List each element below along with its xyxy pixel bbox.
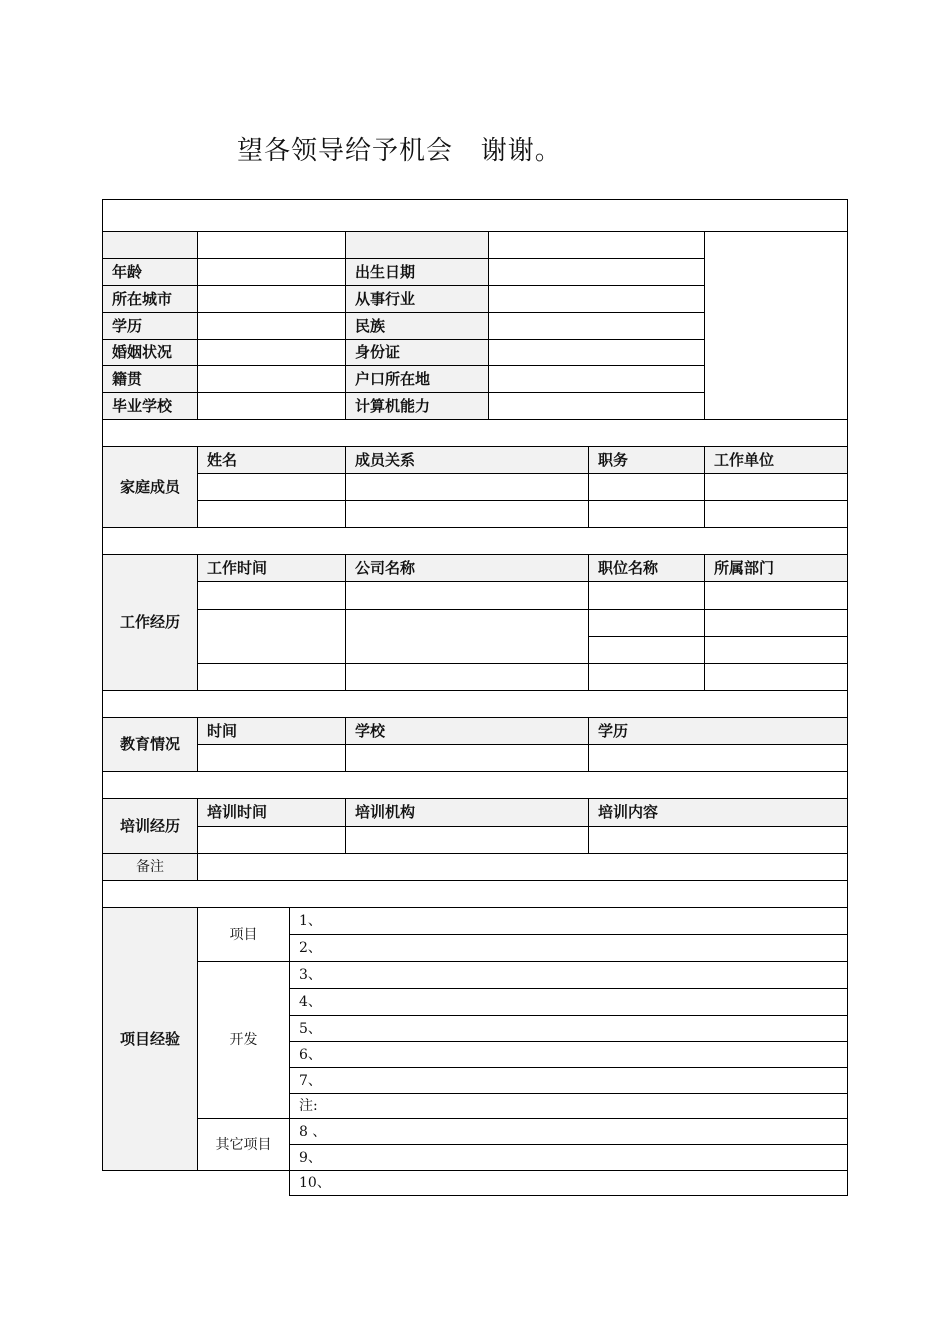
- project-line[interactable]: 4、: [289, 988, 848, 1016]
- education-value-cell[interactable]: [197, 312, 346, 340]
- birth-date-value-cell[interactable]: [488, 258, 705, 286]
- id-card-value-cell[interactable]: [488, 339, 705, 366]
- work-cell[interactable]: [197, 581, 346, 610]
- training-header-time: 培训时间: [197, 798, 346, 827]
- work-cell[interactable]: [704, 581, 848, 610]
- photo-area[interactable]: [704, 231, 848, 420]
- work-cell[interactable]: [588, 581, 705, 610]
- edu-cell[interactable]: [588, 744, 848, 772]
- work-cell[interactable]: [197, 609, 346, 664]
- work-cell[interactable]: [345, 609, 589, 664]
- project-note[interactable]: 注:: [289, 1093, 848, 1119]
- computer-skill-value-cell[interactable]: [488, 392, 705, 420]
- age-label: 年龄: [102, 258, 198, 286]
- computer-skill-label: 计算机能力: [345, 392, 489, 420]
- work-cell[interactable]: [704, 636, 848, 664]
- edu-header-time: 时间: [197, 717, 346, 745]
- name-label-cell: [102, 231, 198, 259]
- work-cell[interactable]: [588, 663, 705, 691]
- training-cell[interactable]: [345, 826, 589, 854]
- project-line[interactable]: 7、: [289, 1067, 848, 1094]
- project-group-label: 开发: [197, 961, 290, 1119]
- city-label: 所在城市: [102, 285, 198, 313]
- edu-section-label: 教育情况: [102, 717, 198, 772]
- project-line[interactable]: 8 、: [289, 1118, 848, 1145]
- marital-status-value-cell[interactable]: [197, 339, 346, 366]
- family-cell[interactable]: [197, 473, 346, 501]
- work-header-department: 所属部门: [704, 554, 848, 582]
- id-card-label: 身份证: [345, 339, 489, 366]
- school-label: 毕业学校: [102, 392, 198, 420]
- work-cell[interactable]: [345, 663, 589, 691]
- gender-label-cell: [345, 231, 489, 259]
- training-cell[interactable]: [197, 826, 346, 854]
- family-cell[interactable]: [345, 500, 589, 528]
- work-cell[interactable]: [588, 636, 705, 664]
- industry-label: 从事行业: [345, 285, 489, 313]
- edu-cell[interactable]: [197, 744, 346, 772]
- edu-cell[interactable]: [345, 744, 589, 772]
- name-value-cell[interactable]: [197, 231, 346, 259]
- family-cell[interactable]: [588, 473, 705, 501]
- page-heading: 望各领导给予机会 谢谢。: [237, 136, 562, 166]
- work-cell[interactable]: [588, 609, 705, 637]
- remarks-value-cell[interactable]: [197, 853, 848, 881]
- project-group-label: 其它项目: [197, 1118, 290, 1171]
- family-header-relation: 成员关系: [345, 446, 589, 474]
- family-section-label: 家庭成员: [102, 446, 198, 528]
- native-place-value-cell[interactable]: [197, 365, 346, 393]
- form-title-cell[interactable]: [102, 199, 848, 232]
- training-cell[interactable]: [588, 826, 848, 854]
- city-value-cell[interactable]: [197, 285, 346, 313]
- gender-value-cell[interactable]: [488, 231, 705, 259]
- family-cell[interactable]: [197, 500, 346, 528]
- work-section-label: 工作经历: [102, 554, 198, 691]
- spacer-row: [102, 690, 848, 718]
- age-value-cell[interactable]: [197, 258, 346, 286]
- project-line[interactable]: 3、: [289, 961, 848, 989]
- project-line[interactable]: 5、: [289, 1015, 848, 1042]
- project-line[interactable]: 2、: [289, 934, 848, 962]
- edu-header-school: 学校: [345, 717, 589, 745]
- spacer-row: [102, 880, 848, 908]
- ethnicity-label: 民族: [345, 312, 489, 340]
- family-header-position: 职务: [588, 446, 705, 474]
- marital-status-label: 婚姻状况: [102, 339, 198, 366]
- family-cell[interactable]: [704, 473, 848, 501]
- spacer-row: [102, 527, 848, 555]
- native-place-label: 籍贯: [102, 365, 198, 393]
- family-header-name: 姓名: [197, 446, 346, 474]
- school-value-cell[interactable]: [197, 392, 346, 420]
- family-header-employer: 工作单位: [704, 446, 848, 474]
- spacer-row: [102, 419, 848, 447]
- project-line[interactable]: 10、: [289, 1170, 848, 1196]
- birth-date-label: 出生日期: [345, 258, 489, 286]
- project-group-label: 项目: [197, 907, 290, 962]
- hukou-value-cell[interactable]: [488, 365, 705, 393]
- family-cell[interactable]: [345, 473, 589, 501]
- work-header-company: 公司名称: [345, 554, 589, 582]
- remarks-label: 备注: [102, 853, 198, 881]
- projects-section-label: 项目经验: [102, 907, 198, 1171]
- education-label: 学历: [102, 312, 198, 340]
- work-cell[interactable]: [345, 581, 589, 610]
- ethnicity-value-cell[interactable]: [488, 312, 705, 340]
- hukou-label: 户口所在地: [345, 365, 489, 393]
- family-cell[interactable]: [704, 500, 848, 528]
- project-line[interactable]: 1、: [289, 907, 848, 935]
- work-header-time: 工作时间: [197, 554, 346, 582]
- work-cell[interactable]: [704, 609, 848, 637]
- project-line[interactable]: 9、: [289, 1144, 848, 1171]
- industry-value-cell[interactable]: [488, 285, 705, 313]
- spacer-row: [102, 771, 848, 799]
- training-header-content: 培训内容: [588, 798, 848, 827]
- work-header-position: 职位名称: [588, 554, 705, 582]
- project-line[interactable]: 6、: [289, 1041, 848, 1068]
- training-section-label: 培训经历: [102, 798, 198, 854]
- training-header-institution: 培训机构: [345, 798, 589, 827]
- work-cell[interactable]: [197, 663, 346, 691]
- family-cell[interactable]: [588, 500, 705, 528]
- edu-header-degree: 学历: [588, 717, 848, 745]
- work-cell[interactable]: [704, 663, 848, 691]
